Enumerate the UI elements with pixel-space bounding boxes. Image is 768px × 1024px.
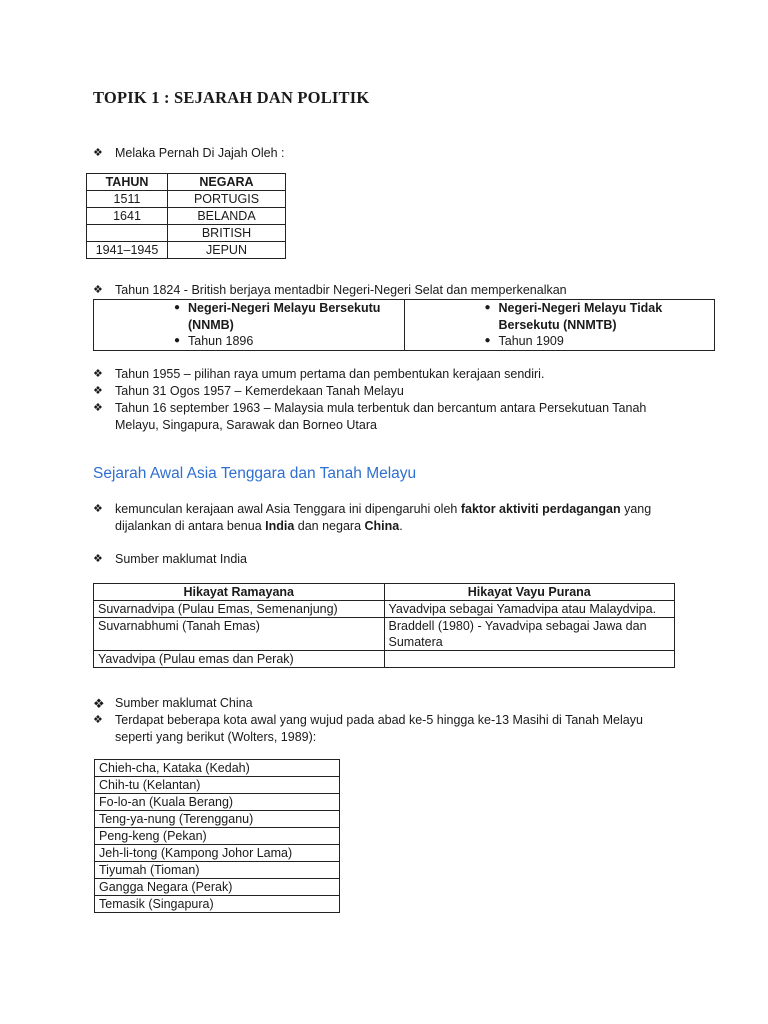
table-header-row: TAHUN NEGARA: [87, 174, 286, 191]
diamond-bullet-icon: ❖: [93, 385, 103, 397]
diamond-bullet-icon: ❖: [93, 147, 103, 159]
table-row: 1641 BELANDA: [87, 208, 286, 225]
table-row: Chih-tu (Kelantan): [95, 777, 340, 794]
bullet-kota: ❖ Terdapat beberapa kota awal yang wujud pada abad ke-5 hingga ke-13 Masihi di Tanah Melayu seperti yang berikut (Wolters, 1989):: [93, 713, 643, 744]
diamond-bullet-icon: ❖: [93, 284, 103, 296]
table-row: 1511 PORTUGIS: [87, 191, 286, 208]
table-row: Chieh-cha, Kataka (Kedah): [95, 760, 340, 777]
china-section: [93, 695, 683, 746]
diamond-bullet-icon: ❖: [93, 368, 103, 380]
diamond-bullet-icon: ❖: [93, 553, 103, 565]
states-table: [93, 299, 715, 351]
bullet-1824: ❖ Tahun 1824 - British berjaya mentadbir Negeri-Negeri Selat dan memperkenalkan: [93, 283, 567, 297]
dot-bullet-icon: ●: [173, 302, 181, 313]
table-row: 1941–1945 JEPUN: [87, 242, 286, 259]
kota-table: [94, 759, 340, 913]
table-row: Teng-ya-nung (Terengganu): [95, 811, 340, 828]
table-row: Jeh-li-tong (Kampong Johor Lama): [95, 845, 340, 862]
bullet-sumber-china: ❖ Sumber maklumat China: [93, 696, 253, 711]
timeline-list: [93, 366, 683, 434]
diamond-bullet-icon: ❖: [93, 696, 105, 711]
table-row: Gangga Negara (Perak): [95, 879, 340, 896]
section-heading: Sejarah Awal Asia Tenggara dan Tanah Melayu: [93, 465, 417, 482]
diamond-bullet-icon: ❖: [93, 503, 103, 515]
bullet-kemunculan: ❖ kemunculan kerajaan awal Asia Tenggara ini dipengaruhi oleh faktor aktiviti perdagangan yang dijalankan di antara benua India dan negara China.: [93, 502, 652, 533]
list-item: ❖ Tahun 16 september 1963 – Malaysia mula terbentuk dan bercantum antara Persekutuan Tanah Melayu, Singapura, Sarawak dan Borneo Utara: [93, 401, 647, 432]
bullet-melaka: ❖ Melaka Pernah Di Jajah Oleh :: [93, 146, 285, 160]
list-item: ❖ Tahun 1955 – pilihan raya umum pertama dan pembentukan kerajaan sendiri.: [93, 367, 545, 381]
colonial-table: [86, 173, 286, 259]
diamond-bullet-icon: ❖: [93, 714, 103, 726]
nnmb-cell: ● Negeri-Negeri Melayu Bersekutu (NNMB) ● Tahun 1896: [94, 300, 405, 351]
table-row: Temasik (Singapura): [95, 896, 340, 913]
table-row: Tiyumah (Tioman): [95, 862, 340, 879]
nnmtb-cell: ● Negeri-Negeri Melayu Tidak Bersekutu (NNMTB) ● Tahun 1909: [404, 300, 715, 351]
india-sources-table: [93, 583, 675, 668]
dot-bullet-icon: ●: [173, 335, 181, 346]
dot-bullet-icon: ●: [484, 302, 491, 313]
diamond-bullet-icon: ❖: [93, 402, 103, 414]
table-row: Peng-keng (Pekan): [95, 828, 340, 845]
list-item: ❖ Tahun 31 Ogos 1957 – Kemerdekaan Tanah Melayu: [93, 384, 404, 398]
table-row: Fo-lo-an (Kuala Berang): [95, 794, 340, 811]
bullet-sumber-india: ❖ Sumber maklumat India: [93, 552, 248, 566]
table-header-row: Hikayat Ramayana Hikayat Vayu Purana: [94, 584, 675, 601]
page-title: TOPIK 1 : SEJARAH DAN POLITIK: [93, 88, 370, 107]
table-row: BRITISH: [87, 225, 286, 242]
dot-bullet-icon: ●: [484, 335, 491, 346]
table-row: Suvarnabhumi (Tanah Emas) Braddell (1980) - Yavadvipa sebagai Jawa dan Sumatera: [94, 618, 675, 651]
table-row: Yavadvipa (Pulau emas dan Perak): [94, 651, 675, 668]
table-row: Suvarnadvipa (Pulau Emas, Semenanjung) Yavadvipa sebagai Yamadvipa atau Malaydvipa.: [94, 601, 675, 618]
